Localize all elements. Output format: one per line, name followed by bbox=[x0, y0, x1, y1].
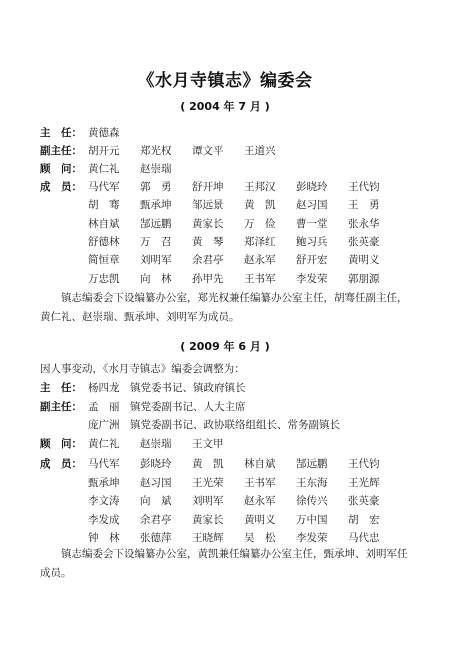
member-name: 王邦汉 bbox=[244, 181, 276, 193]
s2-zhuren-label: 主 任： bbox=[40, 382, 82, 394]
member-name: 黄 凯 bbox=[192, 458, 224, 470]
member-name: 彭晓玲 bbox=[140, 458, 172, 470]
s2-chengyuan-label: 成 员： bbox=[40, 458, 82, 470]
s1-guwen-name: 黄仁礼 bbox=[88, 163, 120, 175]
member-name: 胡 宏 bbox=[348, 513, 380, 526]
member-name: 王代钧 bbox=[348, 181, 380, 193]
document-title: 《水月寺镇志》编委会 bbox=[137, 71, 313, 91]
s1-fuzhuren-name: 郑光权 bbox=[140, 145, 172, 157]
member-name: 李发荣 bbox=[296, 532, 328, 544]
s1-zhuren-label: 主 任： bbox=[40, 127, 82, 139]
member-name: 余君亭 bbox=[140, 513, 172, 526]
member-name: 舒开宏 bbox=[296, 254, 328, 267]
member-name: 黄明义 bbox=[348, 254, 380, 267]
member-name: 马代军 bbox=[88, 181, 120, 193]
member-name: 鲍习兵 bbox=[296, 235, 328, 248]
member-name: 赵永军 bbox=[244, 254, 276, 267]
member-name: 王东海 bbox=[296, 476, 328, 489]
member-name: 王书军 bbox=[244, 272, 276, 285]
s2-guwen-name: 王文甲 bbox=[192, 438, 224, 450]
member-name: 郜远鹏 bbox=[296, 458, 328, 470]
member-name: 郭 勇 bbox=[140, 181, 172, 193]
member-name: 甄承坤 bbox=[140, 199, 172, 212]
member-name: 向 斌 bbox=[140, 495, 172, 507]
member-name: 万中国 bbox=[296, 513, 328, 526]
s1-chengyuan-label: 成 员： bbox=[40, 181, 82, 193]
s2-fuzhuren-name: 庞广洲 镇党委副书记、政协联络组组长、常务副镇长 bbox=[88, 419, 340, 431]
member-name: 张英豪 bbox=[348, 235, 380, 248]
member-name: 郑泽红 bbox=[244, 235, 276, 248]
member-name: 马代军 bbox=[88, 458, 120, 470]
s2-guwen-name: 黄仁礼 bbox=[88, 438, 120, 450]
member-name: 林自斌 bbox=[244, 458, 276, 470]
s1-guwen-label: 顾 问： bbox=[40, 163, 82, 175]
s2-zhuren-name: 杨四龙 镇党委书记、镇政府镇长 bbox=[88, 382, 246, 394]
member-name: 郭朋源 bbox=[348, 272, 380, 285]
member-name: 王光荣 bbox=[192, 476, 224, 489]
s1-fuzhuren-name: 胡开元 bbox=[88, 145, 120, 157]
member-name: 黄明义 bbox=[244, 513, 276, 526]
member-name: 赵永军 bbox=[244, 495, 276, 507]
member-name: 张德萍 bbox=[140, 532, 172, 544]
s1-fuzhuren-label: 副主任： bbox=[40, 145, 82, 157]
member-name: 孙甲先 bbox=[192, 272, 224, 285]
member-name: 郜远鹏 bbox=[140, 217, 172, 230]
member-name: 舒开坤 bbox=[192, 181, 224, 193]
member-name: 徐传兴 bbox=[296, 495, 328, 507]
member-name: 黄 琴 bbox=[192, 235, 224, 248]
member-name: 马代忠 bbox=[348, 532, 380, 544]
member-name: 万忠凯 bbox=[88, 272, 120, 285]
member-name: 王代钧 bbox=[348, 458, 380, 470]
member-name: 刘明军 bbox=[140, 254, 172, 267]
member-name: 向 林 bbox=[140, 272, 172, 285]
s1-fuzhuren-name: 谭文平 bbox=[192, 145, 224, 157]
member-name: 赵习国 bbox=[140, 476, 172, 489]
member-name: 李发成 bbox=[88, 513, 120, 526]
member-name: 舒德林 bbox=[88, 235, 120, 248]
s1-note: 镇志编委会下设编纂办公室，郑光权兼任编纂办公室主任，胡骞任副主任，黄仁礼、赵崇瑞、甄承坤、刘明军为成员。 bbox=[40, 292, 408, 323]
member-name: 王晓辉 bbox=[192, 532, 224, 544]
member-name: 甄承坤 bbox=[88, 476, 120, 489]
section2-date: ( 2009 年 6 月 ) bbox=[180, 340, 270, 353]
member-name: 王光辉 bbox=[348, 476, 380, 489]
member-name: 黄家长 bbox=[192, 513, 224, 526]
member-name: 张英豪 bbox=[348, 495, 380, 507]
member-name: 黄 凯 bbox=[244, 199, 276, 212]
member-name: 吴 松 bbox=[244, 532, 276, 544]
member-name: 王 勇 bbox=[348, 199, 380, 212]
member-name: 邹远景 bbox=[192, 199, 224, 212]
member-name: 余君亭 bbox=[192, 254, 224, 267]
s2-fuzhuren-name: 孟 丽 镇党委副书记、人大主席 bbox=[88, 401, 246, 413]
s2-note: 镇志编委会下设编纂办公室，黄凯兼任编纂办公室主任，甄承坤、刘明军任成员。 bbox=[40, 548, 408, 579]
s1-guwen-name: 赵崇瑞 bbox=[140, 163, 172, 175]
member-name: 李发荣 bbox=[296, 272, 328, 285]
section1-date: ( 2004 年 7 月 ) bbox=[180, 100, 270, 113]
s1-fuzhuren-name: 王道兴 bbox=[244, 145, 276, 157]
member-name: 曹一堂 bbox=[296, 217, 328, 230]
member-name: 万 召 bbox=[140, 235, 172, 248]
member-name: 万 俭 bbox=[244, 217, 276, 230]
member-name: 张永华 bbox=[348, 217, 380, 230]
member-name: 刘明军 bbox=[192, 495, 224, 507]
member-name: 王书军 bbox=[244, 476, 276, 489]
s2-guwen-name: 赵崇瑞 bbox=[140, 438, 172, 450]
member-name: 赵习国 bbox=[296, 199, 328, 212]
member-name: 彭晓玲 bbox=[296, 181, 328, 193]
member-name: 李文涛 bbox=[88, 495, 120, 507]
member-name: 黄家长 bbox=[192, 217, 224, 230]
s1-zhuren-name: 黄德森 bbox=[88, 127, 120, 139]
s2-intro: 因人事变动，《水月寺镇志》编委会调整为： bbox=[40, 363, 245, 375]
member-name: 钟 林 bbox=[88, 532, 120, 544]
member-name: 简恒章 bbox=[88, 254, 120, 267]
member-name: 林自斌 bbox=[88, 217, 120, 230]
s2-fuzhuren-label: 副主任： bbox=[40, 401, 82, 413]
s2-guwen-label: 顾 问： bbox=[40, 438, 82, 450]
member-name: 胡 骞 bbox=[88, 199, 120, 212]
